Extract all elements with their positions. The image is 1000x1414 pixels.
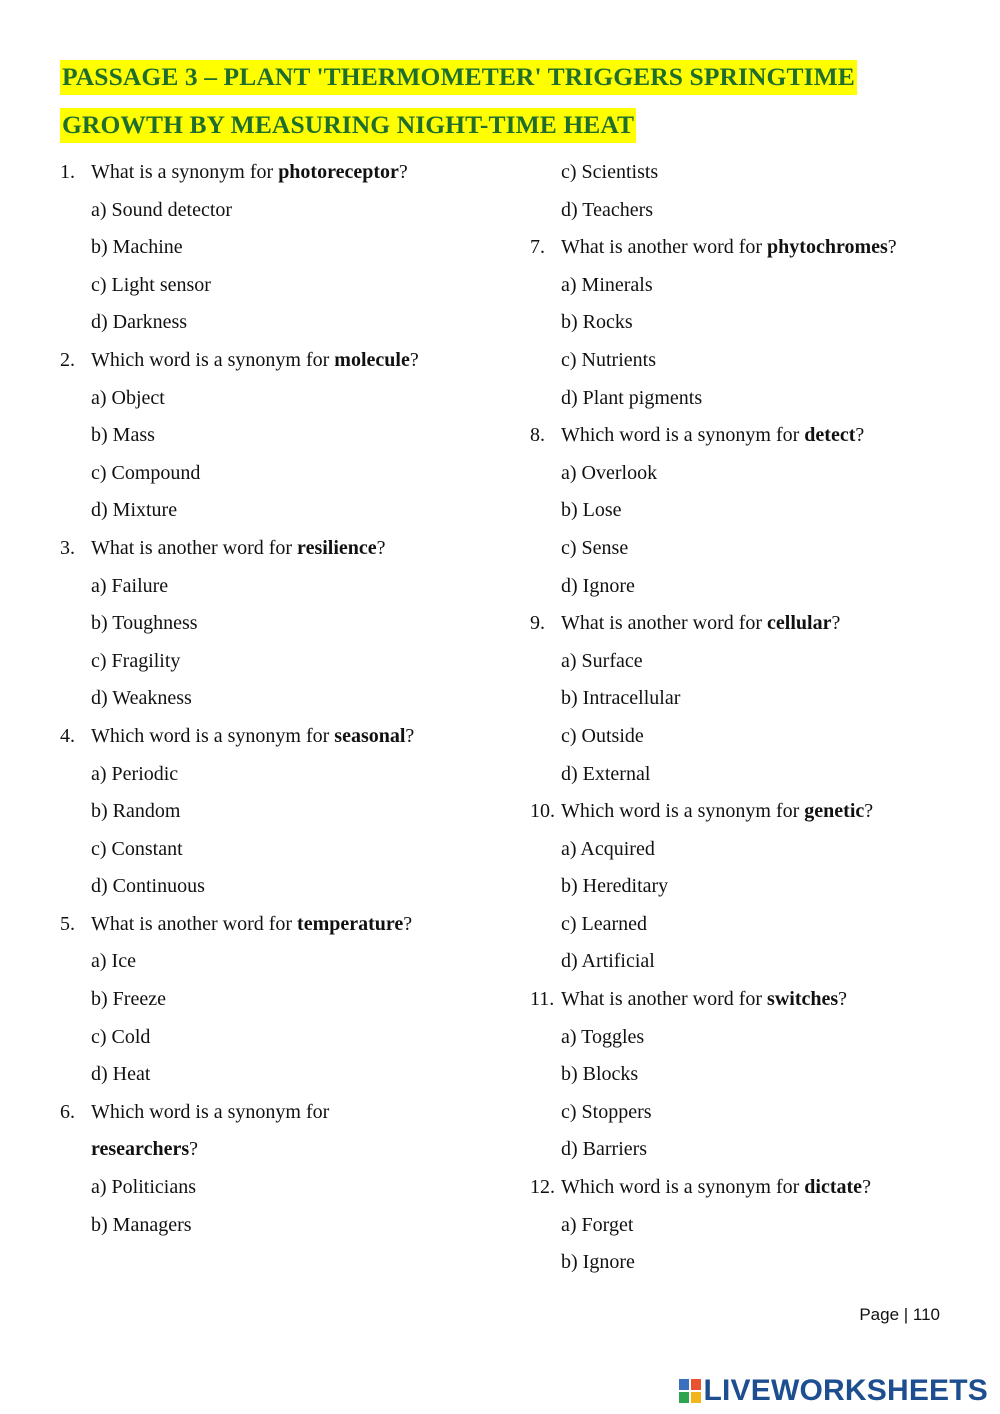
- option: c) Scientists: [561, 161, 659, 183]
- option: c) Nutrients: [561, 348, 656, 371]
- brand-square: [691, 1379, 701, 1390]
- option: b) Mass: [91, 424, 155, 447]
- question-11: 11. What is another word for switches?: [530, 988, 848, 1011]
- option: a) Toggles: [561, 1025, 645, 1048]
- brand-name: LIVEWORKSHEETS: [703, 1374, 988, 1407]
- option: a) Ice: [91, 950, 136, 973]
- question-6-continued: researchers?: [91, 1138, 198, 1161]
- option: d) Plant pigments: [561, 386, 703, 409]
- option: c) Stoppers: [561, 1100, 652, 1123]
- option: b) Toughness: [91, 612, 198, 635]
- option: a) Acquired: [561, 837, 655, 860]
- left-column: [60, 154, 500, 1244]
- option: b) Blocks: [561, 1063, 639, 1086]
- question-12: 12. Which word is a synonym for dictate?: [530, 1176, 871, 1199]
- brand-square: [679, 1392, 689, 1403]
- option: b) Ignore: [561, 1251, 635, 1274]
- option: d) Darkness: [91, 311, 188, 334]
- page-title-line-1: PASSAGE 3 – PLANT 'THERMOMETER' TRIGGERS SPRINGTIME: [60, 60, 857, 95]
- option: d) External: [561, 762, 651, 785]
- option: c) Compound: [91, 461, 201, 484]
- page-number: Page | 110: [859, 1305, 940, 1324]
- option: a) Overlook: [561, 461, 658, 484]
- question-6: 6. Which word is a synonym for: [60, 1100, 330, 1123]
- option: b) Machine: [91, 236, 183, 259]
- option: a) Sound detector: [91, 198, 233, 221]
- option: a) Failure: [91, 574, 169, 597]
- question-8: 8. Which word is a synonym for detect?: [530, 424, 865, 447]
- option: b) Random: [91, 800, 181, 823]
- question-10: 10. Which word is a synonym for genetic?: [530, 800, 874, 823]
- question-2: 2. Which word is a synonym for molecule?: [60, 348, 419, 371]
- liveworksheets-logo[interactable]: [679, 1374, 989, 1408]
- option: c) Fragility: [91, 649, 181, 672]
- right-column: [530, 154, 970, 1282]
- brand-grid-icon: [679, 1379, 701, 1403]
- option: d) Barriers: [561, 1138, 648, 1161]
- option: c) Light sensor: [91, 273, 211, 296]
- option: d) Continuous: [91, 875, 205, 898]
- brand-square: [679, 1379, 689, 1390]
- question-5: 5. What is another word for temperature?: [60, 912, 413, 935]
- option: b) Intracellular: [561, 687, 681, 710]
- option: c) Cold: [91, 1025, 151, 1048]
- option: d) Heat: [91, 1063, 151, 1086]
- option: b) Managers: [91, 1213, 192, 1236]
- question-1: 1. What is a synonym for photoreceptor?: [60, 161, 408, 183]
- option: c) Outside: [561, 724, 644, 747]
- option: d) Teachers: [561, 198, 654, 221]
- option: b) Freeze: [91, 988, 166, 1011]
- option: c) Constant: [91, 837, 183, 860]
- option: b) Rocks: [561, 311, 633, 334]
- question-7: 7. What is another word for phytochromes?: [530, 236, 897, 259]
- page-title-line-2: GROWTH BY MEASURING NIGHT-TIME HEAT: [60, 108, 636, 143]
- option: a) Object: [91, 386, 165, 409]
- option: d) Mixture: [91, 499, 178, 522]
- option: d) Ignore: [561, 574, 635, 597]
- option: a) Forget: [561, 1213, 634, 1236]
- option: b) Lose: [561, 499, 622, 522]
- option: d) Weakness: [91, 687, 192, 710]
- question-3: 3. What is another word for resilience?: [60, 536, 386, 559]
- option: a) Politicians: [91, 1176, 196, 1199]
- option: b) Hereditary: [561, 875, 669, 898]
- option: a) Minerals: [561, 273, 653, 296]
- option: d) Artificial: [561, 950, 655, 973]
- option: a) Periodic: [91, 762, 179, 785]
- brand-square: [691, 1392, 701, 1403]
- option: c) Sense: [561, 536, 629, 559]
- question-4: 4. Which word is a synonym for seasonal?: [60, 724, 415, 747]
- question-9: 9. What is another word for cellular?: [530, 612, 841, 635]
- option: c) Learned: [561, 912, 648, 935]
- option: a) Surface: [561, 649, 643, 672]
